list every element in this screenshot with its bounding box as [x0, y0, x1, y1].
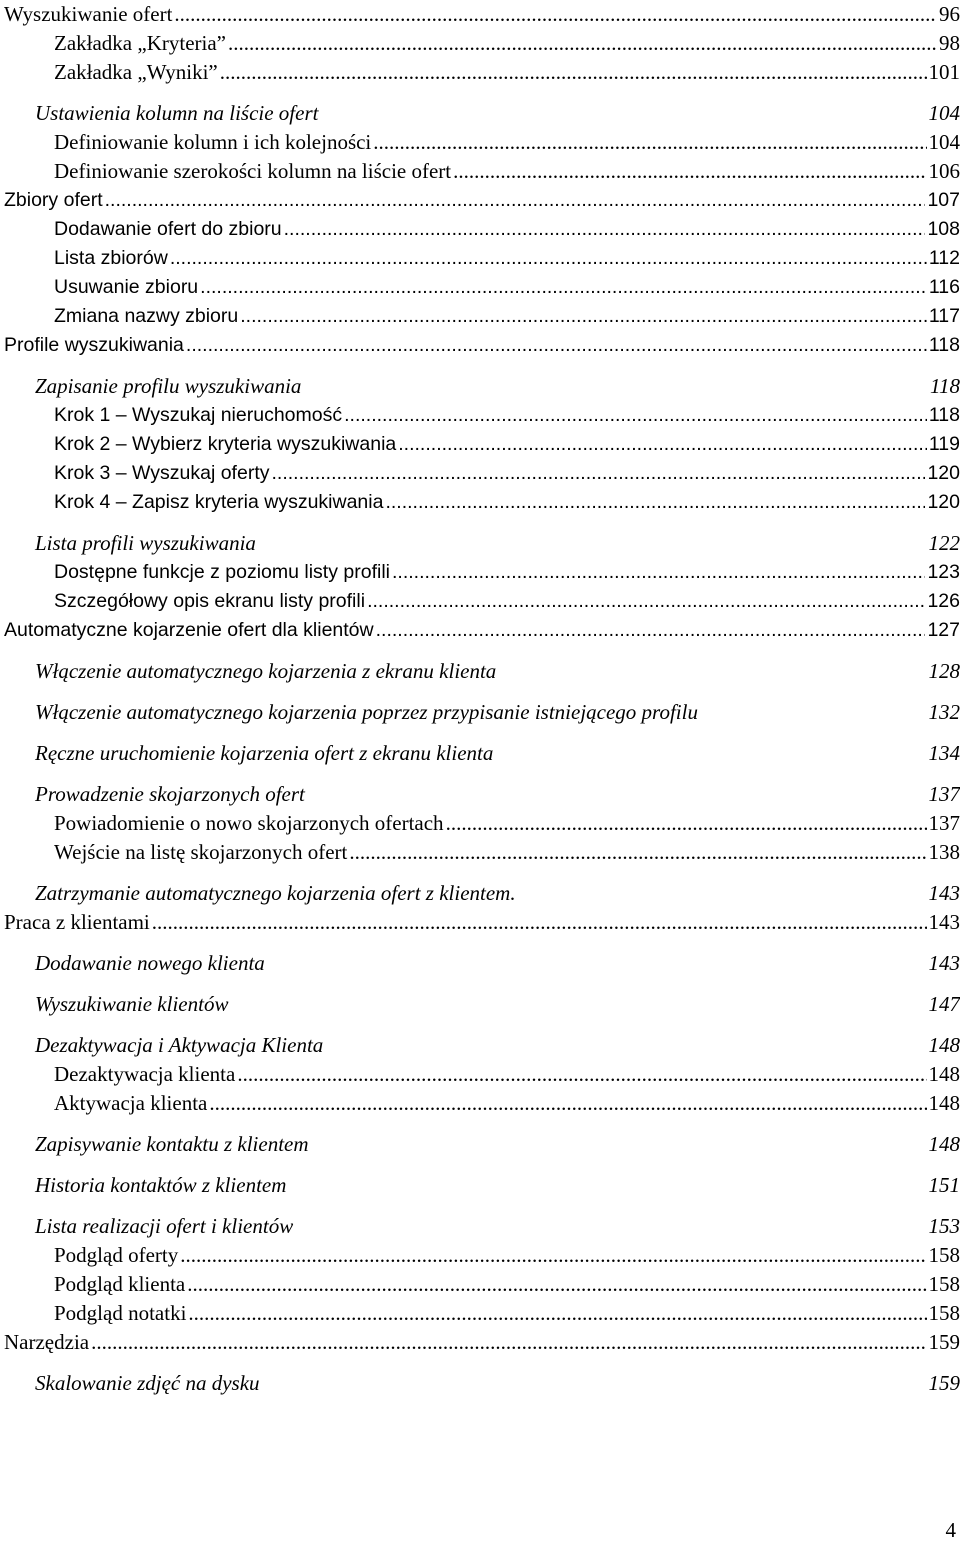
toc-entry-page: 148	[928, 1091, 960, 1115]
toc-entry-page: 104	[928, 130, 960, 154]
toc-entry[interactable]	[4, 58, 960, 87]
toc-entry[interactable]	[4, 215, 960, 244]
toc-entry-page: 108	[927, 218, 960, 240]
toc-entry-title: Szczegółowy opis ekranu listy profili	[54, 590, 366, 612]
toc-entry-title: Prowadzenie skojarzonych ofert	[35, 782, 305, 806]
dot-leader	[152, 908, 927, 937]
dot-leader	[170, 244, 927, 273]
toc-entry-page: 137	[928, 811, 960, 835]
toc-entry-title: Dodawanie nowego klienta	[35, 951, 265, 975]
toc-entry-title: Ręczne uruchomienie kojarzenia ofert z ekranu klienta	[35, 741, 494, 765]
toc-entry[interactable]	[4, 838, 960, 867]
toc-entry-title: Dezaktywacja klienta	[54, 1062, 236, 1086]
dot-leader	[186, 331, 927, 360]
toc-entry[interactable]	[4, 698, 960, 727]
toc-entry-page: 158	[928, 1272, 960, 1296]
toc-entry[interactable]	[4, 1241, 960, 1270]
toc-entry-page: 98	[939, 31, 960, 55]
toc-entry[interactable]	[4, 1089, 960, 1118]
toc-entry-title: Wyszukiwanie klientów	[35, 992, 229, 1016]
toc-entry[interactable]	[4, 1060, 960, 1089]
dot-leader	[392, 558, 925, 587]
toc-entry-title: Krok 1 – Wyszukaj nieruchomość	[54, 404, 343, 426]
toc-entry-title: Usuwanie zbioru	[54, 276, 199, 298]
toc-entry[interactable]	[4, 990, 960, 1019]
toc-entry[interactable]	[4, 128, 960, 157]
toc-entry-title: Zapisywanie kontaktu z klientem	[35, 1132, 309, 1156]
dot-leader	[187, 1270, 926, 1299]
dot-leader	[367, 587, 925, 616]
toc-entry-page: 112	[928, 247, 960, 269]
toc-entry-title: Krok 4 – Zapisz kryteria wyszukiwania	[54, 491, 384, 513]
table-of-contents	[4, 0, 960, 1398]
toc-entry[interactable]	[4, 529, 960, 558]
toc-entry-title: Krok 2 – Wybierz kryteria wyszukiwania	[54, 433, 397, 455]
toc-entry-page: 119	[928, 433, 960, 455]
toc-entry[interactable]	[4, 949, 960, 978]
toc-entry-page: 127	[927, 619, 960, 641]
toc-entry-page: 120	[927, 462, 960, 484]
toc-entry-title: Ustawienia kolumn na liście ofert	[35, 101, 319, 125]
toc-entry[interactable]	[4, 459, 960, 488]
toc-entry-page: 148	[928, 1132, 960, 1156]
toc-entry-page: 153	[928, 1214, 960, 1238]
toc-entry[interactable]	[4, 908, 960, 937]
toc-entry-page: 118	[930, 374, 960, 398]
toc-entry[interactable]	[4, 1130, 960, 1159]
toc-entry-page: 147	[928, 992, 960, 1016]
toc-entry-title: Aktywacja klienta	[54, 1091, 208, 1115]
toc-entry[interactable]	[4, 430, 960, 459]
toc-entry-title: Zmiana nazwy zbioru	[54, 305, 239, 327]
toc-entry-page: 143	[928, 881, 960, 905]
toc-entry-title: Definiowanie kolumn i ich kolejności	[54, 130, 372, 154]
toc-entry-title: Zakładka „Kryteria”	[54, 31, 226, 55]
toc-entry-page: 138	[928, 840, 960, 864]
toc-entry[interactable]	[4, 244, 960, 273]
toc-entry-title: Automatyczne kojarzenie ofert dla klientów	[4, 619, 374, 641]
toc-entry-title: Definiowanie szerokości kolumn na liście ofert	[54, 159, 452, 183]
toc-entry[interactable]	[4, 739, 960, 768]
toc-entry-page: 107	[927, 189, 960, 211]
dot-leader	[174, 0, 937, 29]
toc-entry[interactable]	[4, 780, 960, 809]
toc-entry-page: 137	[928, 782, 960, 806]
toc-entry-page: 159	[928, 1330, 960, 1354]
toc-entry-title: Włączenie automatycznego kojarzenia z ekranu klienta	[35, 659, 497, 683]
toc-entry[interactable]	[4, 488, 960, 517]
toc-entry[interactable]	[4, 1270, 960, 1299]
toc-entry-title: Skalowanie zdjęć na dysku	[35, 1371, 260, 1395]
dot-leader	[284, 215, 926, 244]
dot-leader	[188, 1299, 926, 1328]
toc-entry-page: 104	[928, 101, 960, 125]
toc-entry-title: Dezaktywacja i Aktywacja Klienta	[35, 1033, 324, 1057]
toc-entry-page: 134	[928, 741, 960, 765]
toc-entry[interactable]	[4, 1299, 960, 1328]
toc-entry-page: 96	[939, 2, 960, 26]
toc-entry-title: Zakładka „Wyniki”	[54, 60, 218, 84]
toc-entry[interactable]	[4, 616, 960, 645]
toc-entry-page: 143	[928, 910, 960, 934]
dot-leader	[453, 157, 926, 186]
toc-entry-title: Zatrzymanie automatycznego kojarzenia ofert z klientem.	[35, 881, 516, 905]
toc-entry-page: 118	[928, 404, 960, 426]
dot-leader	[105, 186, 926, 215]
dot-leader	[446, 809, 927, 838]
dot-leader	[271, 459, 925, 488]
toc-entry-title: Profile wyszukiwania	[4, 334, 184, 356]
toc-entry-title: Dostępne funkcje z poziomu listy profili	[54, 561, 390, 583]
toc-entry-page: 126	[927, 590, 960, 612]
dot-leader	[373, 128, 926, 157]
toc-entry-page: 118	[928, 334, 960, 356]
toc-entry[interactable]	[4, 99, 960, 128]
toc-entry-page: 120	[927, 491, 960, 513]
toc-entry-page: 123	[927, 561, 960, 583]
page-number: 4	[945, 1518, 956, 1542]
toc-entry-page: 116	[928, 276, 960, 298]
dot-leader	[344, 401, 927, 430]
dot-leader	[209, 1089, 926, 1118]
toc-entry-title: Podgląd notatki	[54, 1301, 187, 1325]
toc-entry[interactable]	[4, 1369, 960, 1398]
toc-entry[interactable]	[4, 809, 960, 838]
toc-entry-page: 132	[928, 700, 960, 724]
toc-entry[interactable]	[4, 186, 960, 215]
toc-entry-page: 148	[928, 1033, 960, 1057]
toc-entry-title: Podgląd klienta	[54, 1272, 186, 1296]
toc-entry[interactable]	[4, 372, 960, 401]
dot-leader	[237, 1060, 926, 1089]
toc-entry-title: Podgląd oferty	[54, 1243, 179, 1267]
toc-entry-page: 158	[928, 1301, 960, 1325]
dot-leader	[240, 302, 927, 331]
toc-entry-title: Włączenie automatycznego kojarzenia poprzez przypisanie istniejącego profilu	[35, 700, 698, 724]
dot-leader	[385, 488, 925, 517]
toc-entry[interactable]	[4, 331, 960, 360]
toc-entry[interactable]	[4, 0, 960, 29]
toc-entry-title: Lista zbiorów	[54, 247, 168, 269]
toc-entry[interactable]	[4, 587, 960, 616]
dot-leader	[220, 58, 927, 87]
toc-entry[interactable]	[4, 302, 960, 331]
toc-entry[interactable]	[4, 1328, 960, 1357]
toc-entry[interactable]	[4, 29, 960, 58]
toc-entry-page: 159	[928, 1371, 960, 1395]
dot-leader	[228, 29, 937, 58]
toc-entry-page: 151	[928, 1173, 960, 1197]
toc-entry[interactable]	[4, 157, 960, 186]
toc-entry-title: Lista profili wyszukiwania	[35, 531, 256, 555]
toc-entry[interactable]	[4, 558, 960, 587]
toc-entry-page: 117	[928, 305, 960, 327]
toc-entry-title: Zapisanie profilu wyszukiwania	[35, 374, 302, 398]
toc-entry-title: Wejście na listę skojarzonych ofert	[54, 840, 348, 864]
toc-entry[interactable]	[4, 273, 960, 302]
toc-entry-page: 148	[928, 1062, 960, 1086]
dot-leader	[398, 430, 927, 459]
dot-leader	[91, 1328, 926, 1357]
toc-entry-title: Lista realizacji ofert i klientów	[35, 1214, 294, 1238]
toc-entry-title: Narzędzia	[4, 1330, 90, 1354]
dot-leader	[349, 838, 926, 867]
toc-entry-page: 106	[928, 159, 960, 183]
toc-entry-title: Wyszukiwanie ofert	[4, 2, 173, 26]
toc-entry-page: 158	[928, 1243, 960, 1267]
toc-entry-page: 128	[928, 659, 960, 683]
dot-leader	[376, 616, 926, 645]
toc-entry-title: Zbiory ofert	[4, 189, 103, 211]
toc-entry-title: Praca z klientami	[4, 910, 150, 934]
dot-leader	[180, 1241, 926, 1270]
toc-entry[interactable]	[4, 1212, 960, 1241]
toc-entry-page: 143	[928, 951, 960, 975]
toc-entry[interactable]	[4, 657, 960, 686]
toc-entry-title: Krok 3 – Wyszukaj oferty	[54, 462, 270, 484]
toc-entry[interactable]	[4, 1171, 960, 1200]
toc-entry[interactable]	[4, 401, 960, 430]
toc-entry-title: Powiadomienie o nowo skojarzonych ofertach	[54, 811, 444, 835]
dot-leader	[200, 273, 927, 302]
toc-entry-page: 122	[928, 531, 960, 555]
toc-entry-title: Historia kontaktów z klientem	[35, 1173, 287, 1197]
toc-entry[interactable]	[4, 879, 960, 908]
toc-entry-title: Dodawanie ofert do zbioru	[54, 218, 282, 240]
toc-entry-page: 101	[928, 60, 960, 84]
toc-entry[interactable]	[4, 1031, 960, 1060]
